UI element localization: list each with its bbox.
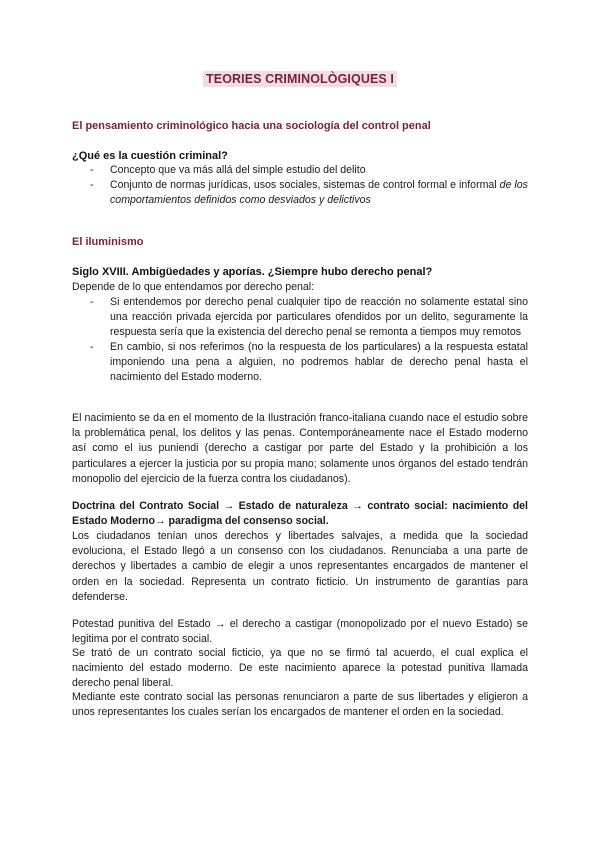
list-item [72,178,528,208]
section2-subheading: Siglo XVIII. Ambigüedades y aporías. ¿Siempre hubo derecho penal? [72,266,433,278]
bullet-dash: - [90,296,94,308]
list-item [72,340,528,385]
section3-heading: Doctrina del Contrato Social → Estado de naturaleza → contrato social: nacimiento del Estado Moderno→ paradigma del consenso social. [72,500,528,527]
bullet-dash: - [90,164,94,176]
list-item-italic-text: de los comportamientos definidos como desviados y delictivos [110,179,528,206]
section2-list [72,295,528,385]
section3-paragraph1: Los ciudadanos tenían unos derechos y libertades salvajes, a medida que la sociedad evoluciona, el Estado llegó a un consenso con los ciudadanos. Renunciaba a una parte de derechos y libertades a cambio de elegir a unos representantes encargados de mantener el orden en la sociedad. Representa un contrato ficticio. Un instrumento de garantías para defenderse. [72,530,528,603]
section3-paragraph2: Potestad punitiva del Estado → el derecho a castigar (monopolizado por el nuevo Estado) se legitima por el contrato social. [72,618,528,646]
section2-intro: Depende de lo que entendamos por derecho penal: [72,281,315,293]
document-title: TEORIES CRIMINOLÒGIQUES I [203,71,397,87]
list-item-text: En cambio, si nos referimos (no la respuesta de los particulares) a la respuesta estatal imponiendo una pena a alguien, no podremos hablar de derecho penal hasta el nacimiento del Estado moderno. [110,341,528,383]
section1-heading: El pensamiento criminológico hacia una sociología del control penal [72,120,431,132]
section1-list [72,163,528,208]
section3-paragraph3: Se trató de un contrato social ficticio, ya que no se firmó tal acuerdo, el cual explica el nacimiento del estado moderno. De este nacimiento aparece la potestad punitiva llamada derecho penal liberal. [72,647,528,690]
list-item [72,163,528,178]
section1-question: ¿Qué es la cuestión criminal? [72,150,228,162]
list-item-text: Conjunto de normas jurídicas, usos sociales, sistemas de control formal e informal [110,179,497,191]
bullet-dash: - [90,179,94,191]
bullet-dash: - [90,341,94,353]
list-item-text: Si entendemos por derecho penal cualquier tipo de reacción no solamente estatal sino una reacción privada ejercida por particulares ofendidos por un delito, seguramente la respuesta sería que la existencia del derecho penal se remonta a tiempos muy remotos [110,296,528,338]
title-wrap [72,70,528,88]
section2-paragraph: El nacimiento se da en el momento de la Ilustración franco-italiana cuando nace el estudio sobre la problemática penal, los delitos y las penas. Contemporáneamente nace el Estado moderno así como el ius puniendi (derecho a castigar por parte del Estado y la prohibición a los particulares a ejercer la justicia por su propia mano; solamente unos órganos del estado tendrán monopolio del ejercicio de la fuerza contra los ciudadanos). [72,412,528,485]
section3-paragraph4: Mediante este contrato social las personas renunciaron a parte de sus libertades y eligieron a unos representantes los cuales serían los encargados de mantener el orden en la sociedad. [72,691,528,719]
section2-heading: El iluminismo [72,236,144,248]
list-item [72,295,528,340]
list-item-text: Concepto que va más allá del simple estudio del delito [110,164,366,176]
